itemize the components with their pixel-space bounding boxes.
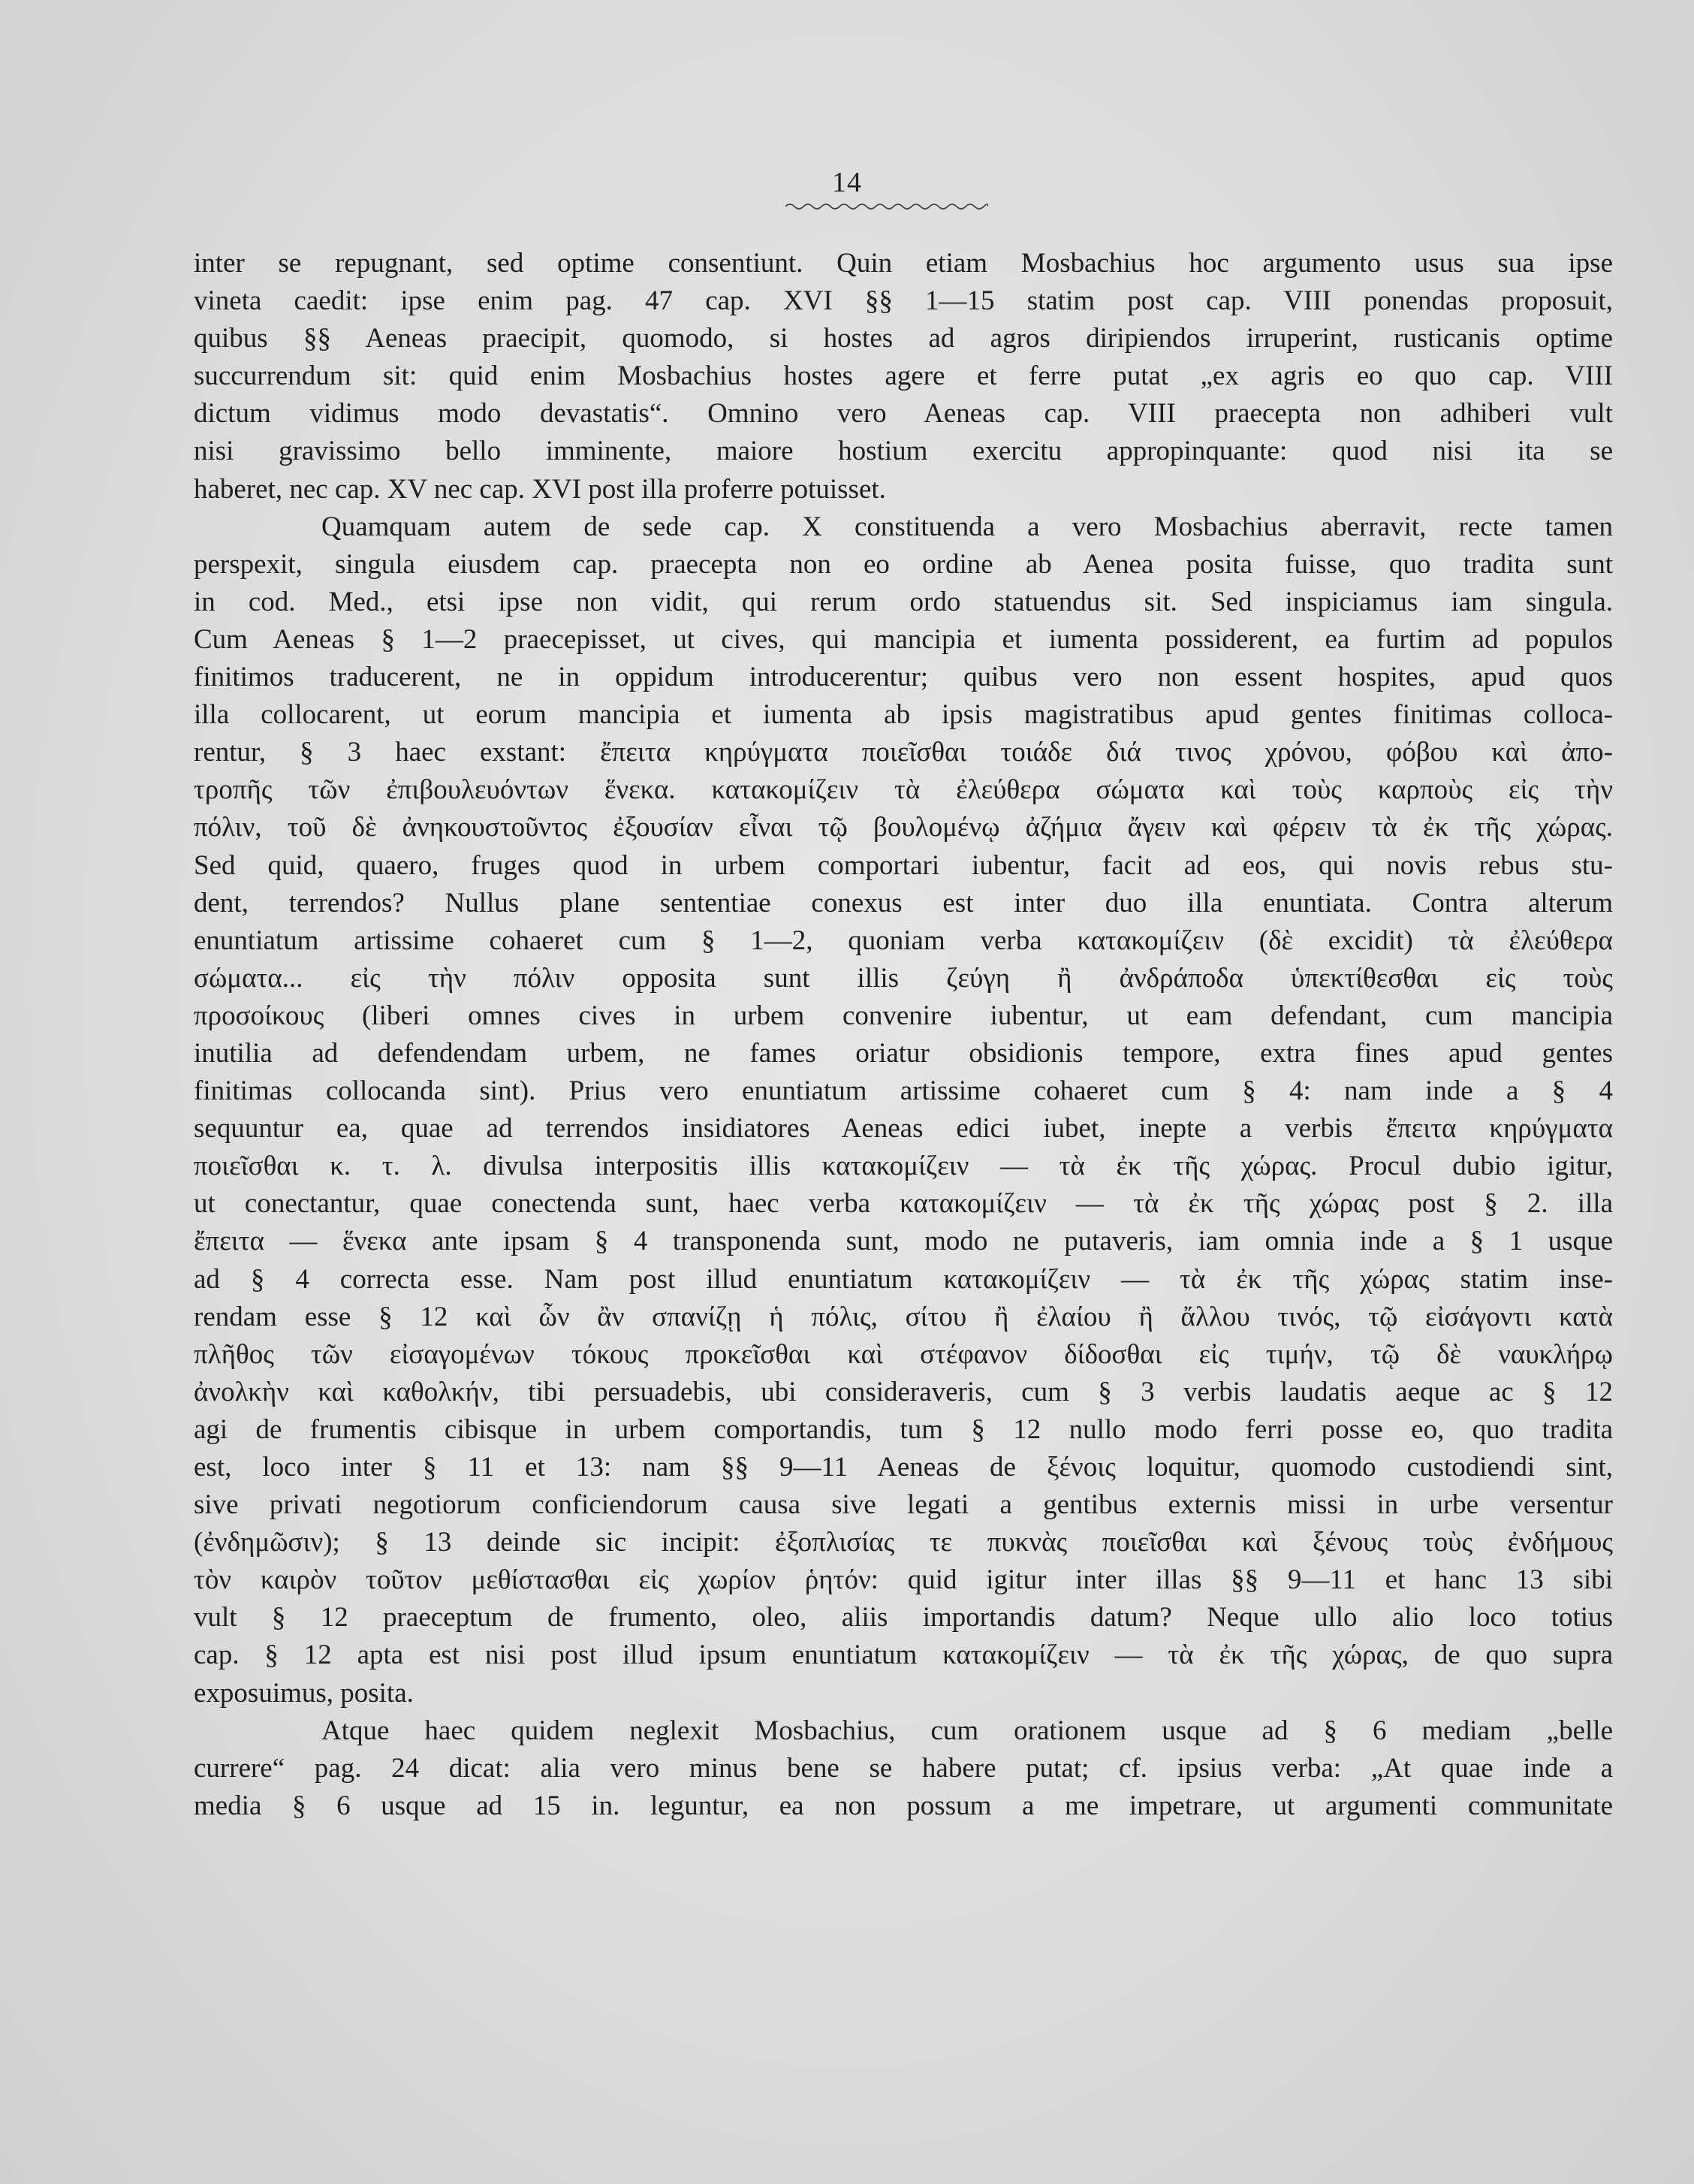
text-line: inutilia ad defendendam urbem, ne fames oriatur obsidionis tempore, extra fines apud gentes <box>194 1037 1613 1069</box>
text-line: ut conectantur, quae conectenda sunt, haec verba κατακομίζειν — τὰ ἐκ τῆς χώρας post § 2. illa <box>194 1188 1613 1220</box>
text-line: τὸν καιρὸν τοῦτον μεθίστασθαι εἰς χωρίον ῥητόν: quid igitur inter illas §§ 9—11 et hanc 13 sibi <box>194 1564 1613 1596</box>
text-line: succurrendum sit: quid enim Mosbachius hostes agere et ferre putat „ex agris eo quo cap. VIII <box>194 360 1613 392</box>
text-line: haberet, nec cap. XV nec cap. XVI post illa proferre potuisset. <box>194 473 886 505</box>
text-line: vineta caedit: ipse enim pag. 47 cap. XVI §§ 1—15 statim post cap. VIII ponendas proposuit, <box>194 285 1613 317</box>
text-line: illa collocarent, ut eorum mancipia et iumenta ab ipsis magistratibus apud gentes finitimas colloca- <box>194 699 1613 731</box>
text-line: agi de frumentis cibisque in urbem comportandis, tum § 12 nullo modo ferri posse eo, quo tradita <box>194 1413 1613 1445</box>
text-line: in cod. Med., etsi ipse non vidit, qui rerum ordo statuendus sit. Sed inspiciamus iam singula. <box>194 586 1613 617</box>
text-line: quibus §§ Aeneas praecipit, quomodo, si hostes ad agros diripiendos irruperint, rusticanis optime <box>194 323 1613 354</box>
wavy-rule-ornament-icon <box>785 201 988 212</box>
text-line: perspexit, singula eiusdem cap. praecepta non eo ordine ab Aenea posita fuisse, quo tradita sunt <box>194 548 1613 580</box>
text-line: sequuntur ea, quae ad terrendos insidiatores Aeneas edici iubet, inepte a verbis ἔπειτα κηρύγματα <box>194 1113 1613 1145</box>
text-line: σώματα... εἰς τὴν πόλιν opposita sunt illis ζεύγη ἢ ἀνδράποδα ὑπεκτίθεσθαι εἰς τοὺς <box>194 962 1613 994</box>
text-line: exposuimus, posita. <box>194 1677 414 1709</box>
text-line: enuntiatum artissime cohaeret cum § 1—2, quoniam verba κατακομίζειν (δὲ excidit) τὰ ἐλεύθερα <box>194 925 1613 956</box>
text-line: πλῆθος τῶν εἰσαγομένων τόκους προκεῖσθαι καὶ στέφανον δίδοσθαι εἰς τιμήν, τῷ δὲ ναυκλήρῳ <box>194 1338 1613 1370</box>
text-line: Sed quid, quaero, fruges quod in urbem comportari iubentur, facit ad eos, qui novis rebus stu- <box>194 849 1613 881</box>
text-line: cap. § 12 apta est nisi post illud ipsum enuntiatum κατακομίζειν — τὰ ἐκ τῆς χώρας, de quo supra <box>194 1640 1613 1671</box>
text-line: Atque haec quidem neglexit Mosbachius, cum orationem usque ad § 6 mediam „belle <box>321 1715 1613 1746</box>
text-line: inter se repugnant, sed optime consentiunt. Quin etiam Mosbachius hoc argumento usus sua ipse <box>194 248 1613 279</box>
text-line: ἔπειτα — ἕνεκα ante ipsam § 4 transponenda sunt, modo ne putaveris, iam omnia inde a § 1 usque <box>194 1226 1613 1257</box>
text-line: rentur, § 3 haec exstant: ἔπειτα κηρύγματα ποιεῖσθαι τοιάδε διά τινος χρόνου, φόβου καὶ ἀπο- <box>194 737 1613 768</box>
text-line: finitimas collocanda sint). Prius vero enuntiatum artissime cohaeret cum § 4: nam inde a § 4 <box>194 1075 1613 1107</box>
text-line: sive privati negotiorum conficiendorum causa sive legati a gentibus externis missi in urbe versentur <box>194 1489 1613 1521</box>
text-line: ποιεῖσθαι κ. τ. λ. divulsa interpositis illis κατακομίζειν — τὰ ἐκ τῆς χώρας. Procul dubio igitur, <box>194 1151 1613 1182</box>
text-line: currere“ pag. 24 dicat: alia vero minus bene se habere putat; cf. ipsius verba: „At quae inde a <box>194 1752 1613 1784</box>
text-line: dent, terrendos? Nullus plane sententiae conexus est inter duo illa enuntiata. Contra alterum <box>194 887 1613 919</box>
text-line: πόλιν, τοῦ δὲ ἀνηκουστοῦντος ἐξουσίαν εἶναι τῷ βουλομένῳ ἀζήμια ἄγειν καὶ φέρειν τὰ ἐκ τῆς χώρας. <box>194 812 1613 843</box>
text-line: nisi gravissimo bello imminente, maiore hostium exercitu appropinquante: quod nisi ita se <box>194 436 1613 467</box>
text-line: est, loco inter § 11 et 13: nam §§ 9—11 Aeneas de ξένοις loquitur, quomodo custodiendi sint, <box>194 1452 1613 1483</box>
text-line: dictum vidimus modo devastatis“. Omnino vero Aeneas cap. VIII praecepta non adhiberi vult <box>194 398 1613 430</box>
text-line: προσοίκους (liberi omnes cives in urbem convenire iubentur, ut eam defendant, cum mancipia <box>194 1000 1613 1031</box>
text-line: τροπῆς τῶν ἐπιβουλευόντων ἕνεκα. κατακομίζειν τὰ ἐλεύθερα σώματα καὶ τοὺς καρποὺς εἰς τὴν <box>194 774 1613 806</box>
page-number: 14 <box>832 167 862 198</box>
text-line: finitimos traducerent, ne in oppidum introducerentur; quibus vero non essent hospites, apud quos <box>194 662 1613 693</box>
text-line: vult § 12 praeceptum de frumento, oleo, aliis importandis datum? Neque ullo alio loco totius <box>194 1602 1613 1633</box>
text-line: Cum Aeneas § 1—2 praecepisset, ut cives, qui mancipia et iumenta possiderent, ea furtim ad populos <box>194 623 1613 655</box>
text-line: ἀνολκὴν καὶ καθολκήν, tibi persuadebis, ubi consideraveris, cum § 3 verbis laudatis aeque ac § 12 <box>194 1376 1613 1407</box>
text-line: Quamquam autem de sede cap. X constituenda a vero Mosbachius aberravit, recte tamen <box>321 511 1613 542</box>
text-line: rendam esse § 12 καὶ ὧν ἂν σπανίζῃ ἡ πόλις, σίτου ἢ ἐλαίου ἢ ἄλλου τινός, τῷ εἰσάγοντι κατὰ <box>194 1301 1613 1332</box>
body-text <box>194 245 1613 1825</box>
text-line: media § 6 usque ad 15 in. leguntur, ea non possum a me impetrare, ut argumenti communitate <box>194 1790 1613 1821</box>
text-line: (ἐνδημῶσιν); § 13 deinde sic incipit: ἐξοπλισίας τε πυκνὰς ποιεῖσθαι καὶ ξένους τοὺς ἐνδήμους <box>194 1527 1613 1558</box>
text-line: ad § 4 correcta esse. Nam post illud enuntiatum κατακομίζειν — τὰ ἐκ τῆς χώρας statim inse- <box>194 1263 1613 1295</box>
